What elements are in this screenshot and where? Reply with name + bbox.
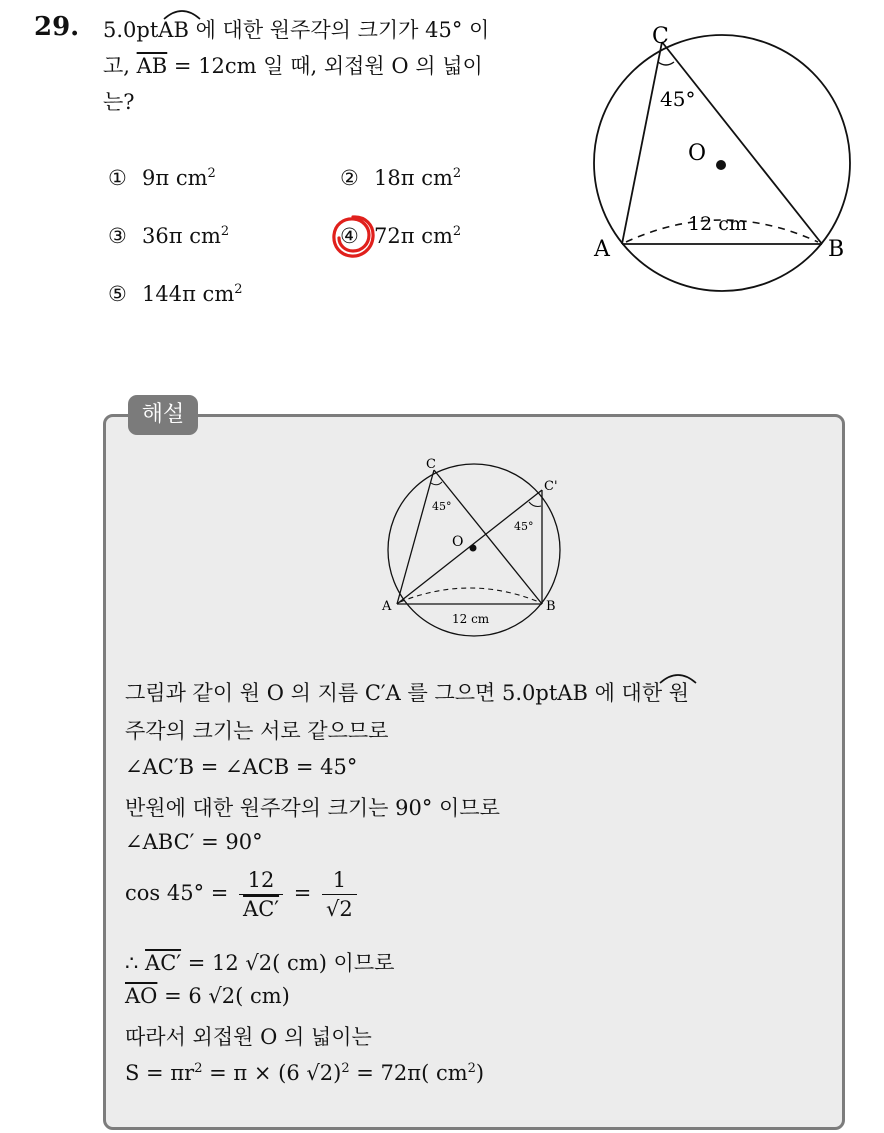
solution-area-exp-2: 2 — [341, 1061, 350, 1076]
question-number: 29. — [34, 12, 80, 42]
solution-fraction-2 — [322, 866, 357, 923]
question-line3: 는? — [103, 90, 135, 114]
solution-label-angle-2: 45° — [514, 520, 534, 533]
angle-arc — [658, 62, 674, 65]
solution-fraction-1 — [239, 866, 283, 923]
solution-line-5: ∠ABC′ = 90° — [125, 830, 263, 854]
answer-circle-mark — [329, 213, 377, 261]
choice-4-exp: 2 — [452, 224, 462, 239]
fraction-1-denominator: AC′ — [243, 897, 280, 921]
choice-1-value: 9π cm — [142, 166, 208, 190]
fraction-1-numerator: 12 — [239, 866, 283, 895]
label-angle: 45° — [660, 87, 696, 111]
solution-line-3: ∠AC′B = ∠ACB = 45° — [125, 755, 358, 779]
choice-1-exp: 2 — [207, 166, 216, 181]
label-b: B — [828, 237, 845, 262]
solution-area-exp-1: 2 — [194, 1061, 203, 1076]
solution-label-c: C — [426, 457, 436, 472]
solution-angle-arc-2 — [529, 502, 541, 507]
solution-side-cb — [434, 470, 542, 604]
solution-area-pre: S = πr — [125, 1061, 195, 1085]
solution-line-7-pre: ∴ — [125, 951, 146, 975]
solution-angle-arc-1 — [431, 482, 442, 485]
label-a: A — [594, 237, 610, 262]
choice-2-marker: ② — [340, 166, 359, 190]
question-line1-rest: 에 대한 원주각의 크기가 45° 이 — [188, 18, 490, 42]
center-point — [716, 160, 726, 170]
side-ca — [622, 42, 662, 244]
solution-line-8-post: = 6 √2( cm) — [157, 984, 290, 1008]
solution-label-b: B — [546, 599, 556, 614]
choice-5-exp: 2 — [234, 282, 243, 297]
choice-3-marker: ③ — [108, 224, 127, 248]
choice-1-marker: ① — [108, 166, 127, 190]
fraction-2-numerator: 1 — [322, 866, 357, 895]
label-c: C — [652, 24, 669, 49]
solution-area-mid: = π × (6 √2) — [202, 1061, 342, 1085]
solution-arc-ab: AB — [557, 681, 588, 705]
choice-4-marker: ④ — [340, 224, 359, 248]
solution-area-exp-3: 2 — [467, 1061, 476, 1076]
solution-line-2: 주각의 크기는 서로 같으므로 — [125, 719, 389, 743]
solution-line-1-post: 에 대한 원 — [587, 681, 690, 705]
label-length: 12 cm — [688, 213, 747, 235]
question-arc-prefix: 5.0pt — [103, 18, 159, 42]
solution-cos-mid: = — [287, 881, 318, 905]
solution-segment-ao: $\overline{AO}$ — [125, 984, 158, 1008]
solution-line-10 — [125, 1061, 484, 1085]
solution-line-8 — [125, 984, 290, 1008]
question-text — [103, 12, 573, 120]
solution-tag: 해설 — [128, 395, 198, 435]
solution-center-point — [470, 545, 477, 552]
choice-2-value: 18π cm — [374, 166, 453, 190]
solution-line-9: 따라서 외접원 O 의 넓이는 — [125, 1025, 372, 1049]
question-segment-ab: $\overline{AB}$ — [136, 54, 168, 78]
choice-1[interactable] — [108, 166, 216, 190]
solution-line-6 — [125, 866, 361, 923]
solution-figure — [376, 450, 572, 640]
choice-3-value: 36π cm — [142, 224, 221, 248]
solution-line-1-pre: 그림과 같이 원 O 의 지름 C′A 를 그으면 5.0pt — [125, 681, 558, 705]
solution-arc-symbol-icon — [658, 671, 698, 685]
solution-line-1 — [125, 677, 689, 707]
solution-line-7-post: = 12 √2( cm) 이므로 — [181, 951, 395, 975]
question-line2-rest: = 12cm 일 때, 외접원 O 의 넓이 — [167, 54, 483, 78]
solution-cos-pre: cos 45° = — [125, 881, 236, 905]
question-arc-ab: AB — [158, 18, 189, 42]
choice-5-marker: ⑤ — [108, 282, 127, 306]
arc-symbol-icon — [162, 7, 202, 21]
question-line2-pre: 고, — [103, 54, 137, 78]
label-o: O — [688, 141, 707, 166]
choice-5-value: 144π cm — [142, 282, 235, 306]
choice-5[interactable] — [108, 282, 243, 306]
solution-area-post: = 72π( cm — [349, 1061, 468, 1085]
solution-segment-ac-prime: AC′ — [145, 951, 182, 975]
solution-label-angle-1: 45° — [432, 500, 452, 513]
fraction-2-denominator: √2 — [326, 897, 353, 921]
solution-diameter — [397, 490, 542, 604]
choice-4-value: 72π cm — [374, 224, 453, 248]
question-figure — [590, 20, 862, 300]
solution-label-c-prime: C' — [544, 479, 558, 494]
solution-area-end: ) — [475, 1061, 485, 1085]
solution-line-4: 반원에 대한 원주각의 크기는 90° 이므로 — [125, 796, 500, 820]
solution-label-a: A — [382, 599, 392, 614]
choice-3-exp: 2 — [220, 224, 230, 239]
solution-side-ca — [397, 470, 434, 604]
solution-line-7 — [125, 947, 394, 977]
choice-2-exp: 2 — [452, 166, 462, 181]
solution-label-length: 12 cm — [452, 612, 490, 626]
choice-3[interactable] — [108, 224, 229, 248]
solution-label-o: O — [452, 534, 464, 550]
solution-length-brace — [400, 588, 539, 602]
choice-2[interactable] — [340, 166, 461, 190]
